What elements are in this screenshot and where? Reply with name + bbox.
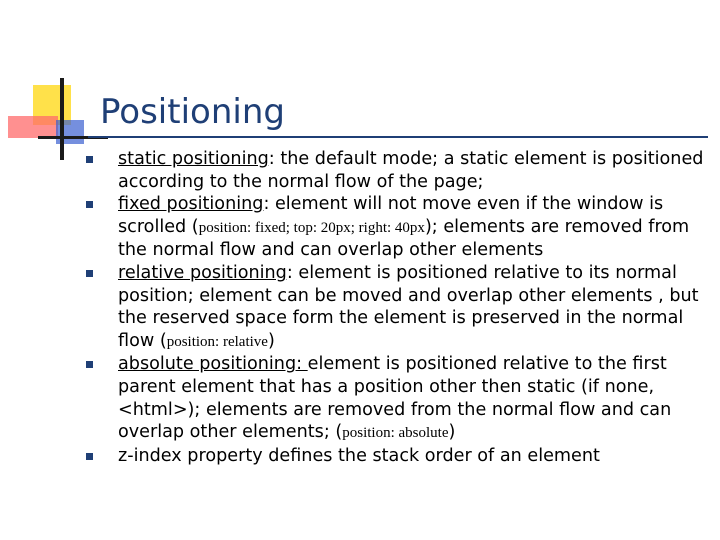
bullet-text: : element is positioned relative to its normal position; element can be moved and overlap other elements , but the reserved space form the element is preserved in the normal flow (: [118, 262, 699, 351]
bullet-text-after: ): [448, 422, 456, 443]
square-bullet-icon: [86, 453, 93, 460]
bullet-term: absolute positioning:: [118, 354, 308, 375]
bullet-term: fixed positioning: [118, 194, 264, 215]
bullet-term: static positioning: [118, 149, 269, 169]
bullet-item-absolute: [86, 353, 706, 444]
bullet-code: position: absolute: [342, 425, 449, 442]
bullet-text: z-index property defines the stack order of an element: [118, 445, 600, 466]
slide-title: Positioning: [100, 92, 285, 132]
bullet-text-after: ); elements are removed from the normal flow and can overlap other elements: [118, 216, 690, 261]
decorative-logo-graphic: [0, 0, 110, 170]
deco-red-square: [8, 116, 58, 138]
bullet-item-fixed: [86, 193, 706, 262]
bullet-text: : the default mode; a static element is positioned according to the normal flow of the page;: [118, 149, 704, 192]
square-bullet-icon: [86, 201, 93, 208]
square-bullet-icon: [86, 270, 93, 277]
bullet-item-zindex: [86, 445, 706, 468]
bullet-item-static: [86, 148, 706, 193]
square-bullet-icon: [86, 156, 93, 163]
bullet-code: position: relative: [166, 333, 268, 350]
bullet-text: element is positioned relative to the first parent element that has a position other then static (if none, <html>); elements are removed from the normal flow and can overlap other elements; (: [118, 354, 672, 443]
deco-vertical-line: [60, 78, 64, 160]
bullet-item-relative: [86, 262, 706, 353]
bullet-term: relative positioning: [118, 262, 287, 283]
square-bullet-icon: [86, 361, 93, 368]
bullet-text-after: ): [267, 330, 275, 351]
bullet-code: position: fixed; top: 20px; right: 40px: [198, 219, 425, 236]
bullet-text: : element will not move even if the window is scrolled (: [118, 194, 664, 237]
bullet-list: [86, 148, 706, 467]
title-underline: [88, 136, 708, 138]
